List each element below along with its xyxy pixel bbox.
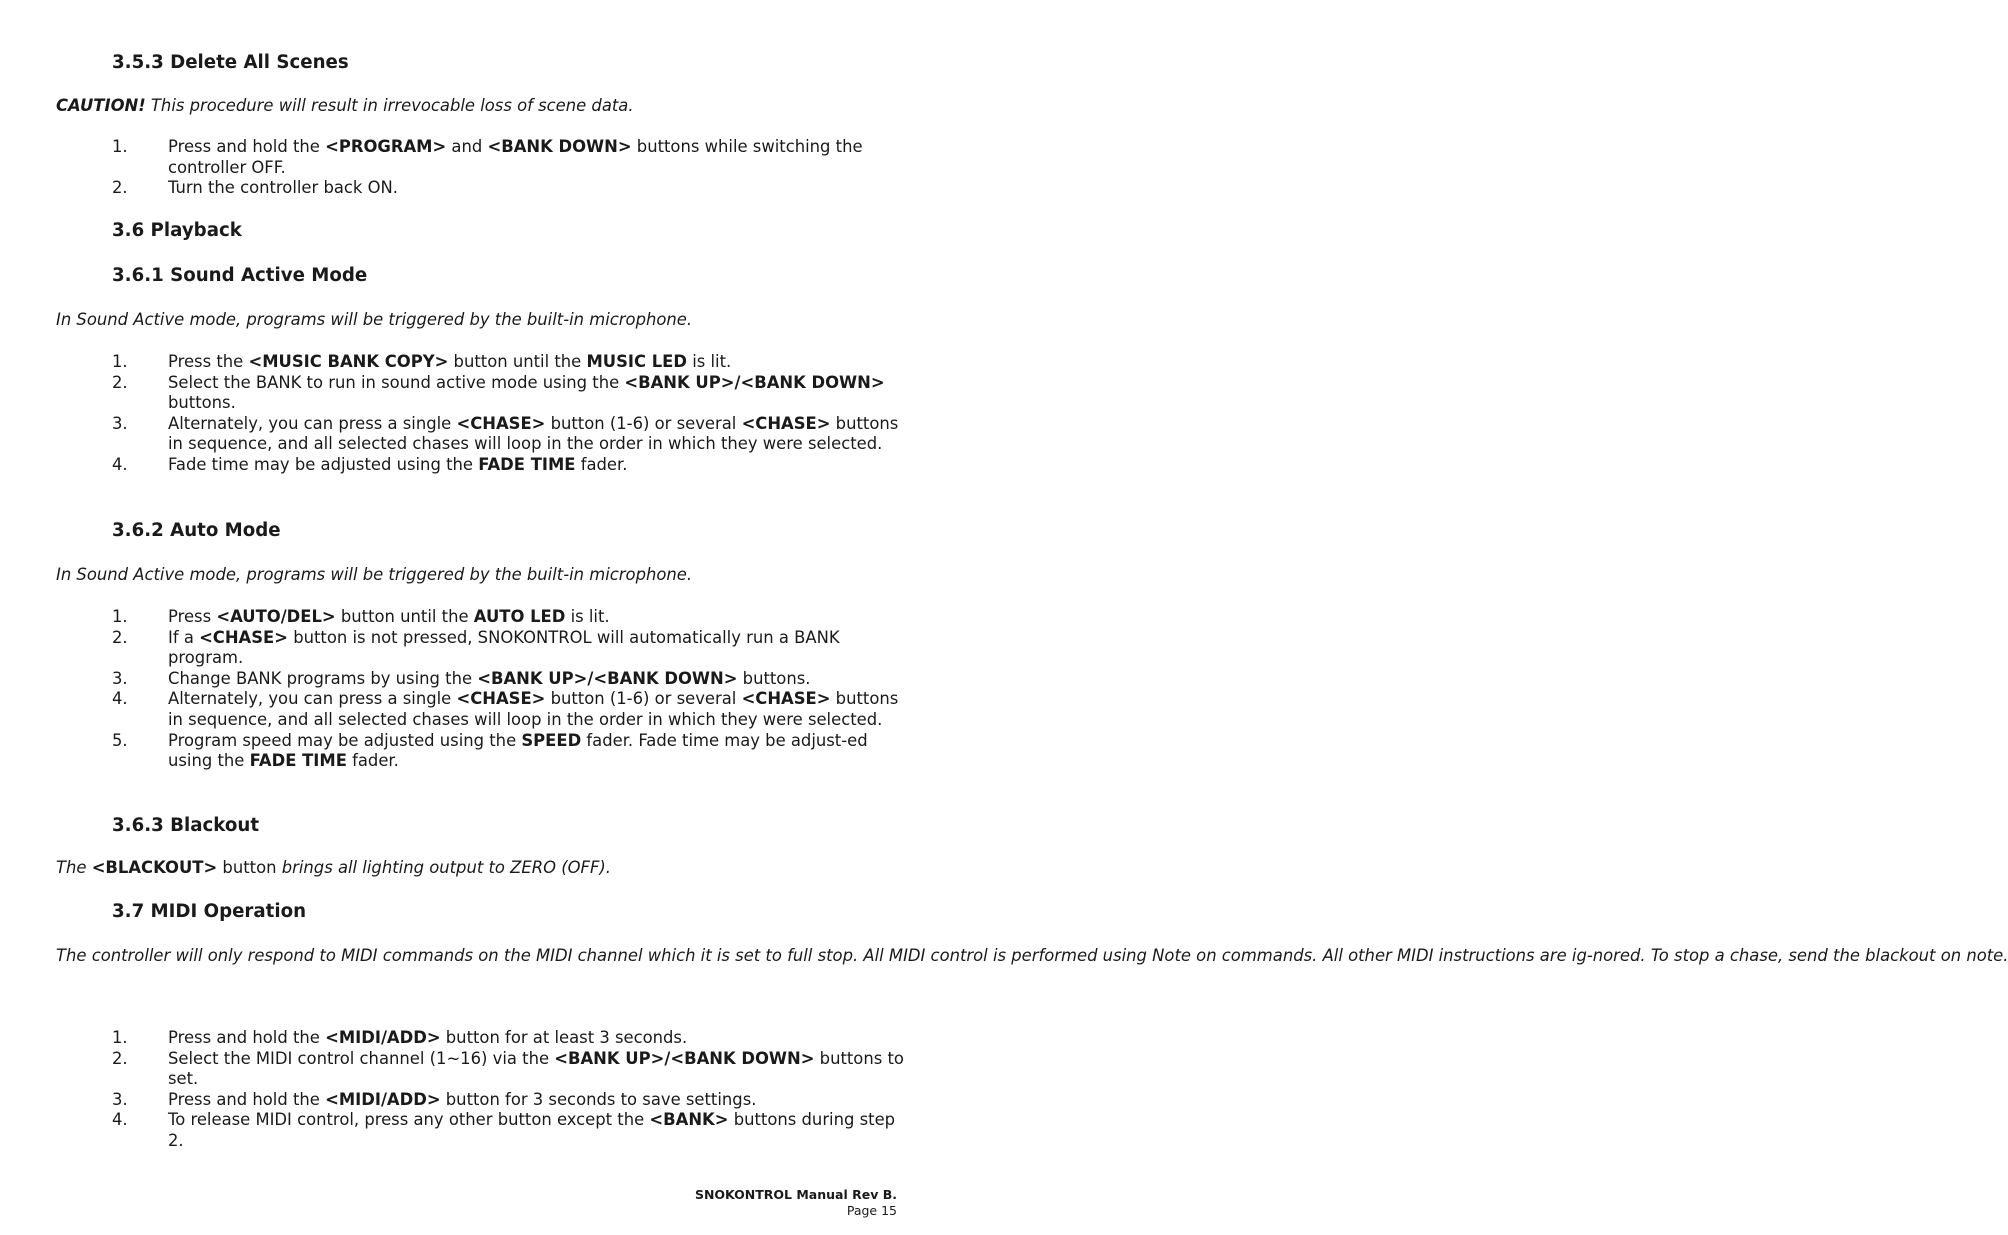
section-heading-3-6-2: 3.6.2 Auto Mode (112, 520, 281, 541)
text-run: buttons while switching the controller OFF. (168, 137, 863, 177)
bold-term: <BLACKOUT> (91, 858, 218, 877)
text-run: Press and hold the (168, 1089, 326, 1109)
sound-active-steps (0, 352, 908, 476)
bold-term: MUSIC LED (586, 352, 687, 371)
text-run: button (217, 858, 277, 877)
text-run: is lit. (686, 352, 732, 371)
text-run: buttons in sequence, and all selected chases will loop in the order in which they were selected. (168, 413, 899, 454)
text-run: Change BANK programs by using the (168, 668, 478, 688)
bold-term: FADE TIME (478, 454, 576, 474)
bold-term: <CHASE> (456, 689, 546, 709)
list-item-text (168, 352, 731, 371)
text-run: Select the BANK to run in sound active mode using the (168, 372, 625, 392)
bold-term: <CHASE> (456, 413, 546, 433)
midi-steps (0, 1028, 908, 1152)
text-run: buttons. (737, 668, 811, 688)
section-heading-3-6: 3.6 Playback (112, 220, 242, 241)
text-run: button (1-6) or several (545, 413, 742, 433)
bold-term: <BANK DOWN> (487, 137, 632, 156)
bold-term: <CHASE> (741, 689, 831, 709)
bold-term: <AUTO/DEL> (216, 607, 336, 626)
list-item (0, 689, 908, 730)
section-heading-3-6-1: 3.6.1 Sound Active Mode (112, 265, 368, 286)
text-run: button for at least 3 seconds. (440, 1028, 688, 1047)
text-run: fader. (575, 454, 628, 474)
text-run: button until the (335, 607, 474, 626)
list-item-text (168, 669, 810, 688)
bold-term: <BANK UP>/<BANK DOWN> (477, 668, 738, 688)
text-run: Select the MIDI control channel (1~16) via the (168, 1048, 555, 1068)
bold-term: <BANK UP>/<BANK DOWN> (554, 1048, 815, 1068)
text-run: Fade time may be adjusted using the (168, 454, 479, 474)
text-run: buttons. (168, 393, 236, 413)
section-heading-3-6-3: 3.6.3 Blackout (112, 815, 260, 836)
text-run: The (56, 858, 92, 877)
text-run: brings all lighting output to ZERO (OFF). (276, 858, 611, 877)
list-item-text (168, 689, 898, 729)
bold-term: <BANK> (649, 1110, 729, 1130)
text-run: Alternately, you can press a single (168, 689, 457, 709)
text-run: fader. (346, 751, 399, 771)
bold-term: <MIDI/ADD> (325, 1089, 441, 1109)
bold-term: AUTO LED (473, 607, 566, 626)
text-run: button (1-6) or several (545, 689, 742, 709)
list-item (0, 1049, 908, 1090)
text-run: The controller will only respond to MIDI commands on the MIDI channel which it is set to full stop. All MIDI control is performed using Note on commands. All other MIDI instructions are ig-nored. To stop a chase, send the blackout on note. (56, 946, 2008, 965)
text-run: fader. Fade time may be adjust-ed using the (168, 730, 868, 771)
list-item (0, 607, 908, 628)
bold-term: <MUSIC BANK COPY> (248, 352, 449, 371)
footer-title: SNOKONTROL Manual Rev B. (694, 1187, 897, 1202)
blackout-paragraph (56, 858, 611, 879)
list-item-text (168, 455, 627, 474)
list-item (0, 373, 908, 414)
list-item (0, 628, 908, 669)
list-item (0, 352, 908, 373)
list-item-number: 4. (112, 454, 128, 474)
list-item-text (168, 731, 868, 771)
text-run: button for 3 seconds to save settings. (440, 1089, 757, 1109)
text-run: Turn the controller back ON. (168, 178, 399, 198)
text-run: This procedure will result in irrevocable loss of scene data. (145, 96, 634, 115)
bold-term: <PROGRAM> (325, 137, 447, 156)
sound-active-intro (56, 310, 692, 331)
text-run: Press and hold the (168, 137, 326, 156)
text-run: Alternately, you can press a single (168, 413, 457, 433)
text-run: Press and hold the (168, 1028, 326, 1047)
bold-term: FADE TIME (249, 751, 347, 771)
list-item-text (168, 178, 398, 197)
list-item-number: 5. (112, 730, 128, 750)
list-item (0, 414, 908, 455)
caution-paragraph (56, 96, 634, 117)
text-run: Press the (168, 352, 249, 371)
page-footer (695, 1187, 897, 1219)
list-item (0, 137, 908, 178)
list-item-number: 2. (112, 178, 128, 198)
text-run: Program speed may be adjusted using the (168, 730, 522, 750)
list-item (0, 1028, 908, 1049)
list-item-text (168, 628, 840, 668)
list-item-text (168, 1028, 687, 1047)
list-item-number: 1. (112, 1028, 128, 1047)
bold-term: <MIDI/ADD> (325, 1028, 441, 1047)
text-run: and (446, 137, 488, 156)
list-item (0, 178, 908, 199)
text-run: button is not pressed, SNOKONTROL will automatically run a BANK program. (168, 627, 840, 668)
text-run: If a (168, 627, 200, 647)
list-item-number: 3. (112, 1089, 128, 1109)
section-heading-3-5-3: 3.5.3 Delete All Scenes (112, 52, 349, 73)
text-run: button until the (448, 352, 587, 371)
list-item-number: 3. (112, 668, 128, 688)
bold-term: SPEED (521, 730, 582, 750)
list-item (0, 669, 908, 690)
list-item (0, 455, 908, 476)
text-run: is lit. (565, 607, 610, 626)
auto-mode-intro (56, 565, 692, 586)
list-item (0, 1090, 908, 1111)
list-item-number: 1. (112, 607, 128, 626)
text-run: buttons in sequence, and all selected chases will loop in the order in which they were selected. (168, 689, 899, 729)
list-item-text (168, 1090, 756, 1109)
text-run: To release MIDI control, press any other button except the (168, 1110, 650, 1130)
list-item-text (168, 1049, 904, 1089)
section-heading-3-7: 3.7 MIDI Operation (112, 901, 307, 922)
footer-page-number: Page 15 (846, 1203, 897, 1218)
list-item-number: 2. (112, 372, 128, 392)
list-item-number: 1. (112, 352, 128, 371)
list-item-number: 1. (112, 137, 128, 156)
text-run: buttons during step 2. (168, 1110, 896, 1150)
list-item-number: 3. (112, 413, 128, 433)
text-run: Press (168, 607, 217, 626)
list-item-number: 2. (112, 627, 128, 647)
list-item-text (168, 373, 885, 413)
bold-term: <CHASE> (741, 413, 831, 433)
bold-term: <BANK UP>/<BANK DOWN> (624, 372, 885, 392)
list-item-text (168, 1110, 895, 1150)
list-item-text (168, 414, 898, 454)
list-item-text (168, 137, 863, 177)
bold-term: <CHASE> (199, 627, 288, 647)
delete-scenes-steps (0, 137, 908, 199)
list-item-number: 4. (112, 1110, 128, 1130)
bold-term: CAUTION! (56, 96, 146, 115)
text-run: In Sound Active mode, programs will be triggered by the built-in microphone. (56, 310, 693, 329)
list-item-number: 4. (112, 689, 128, 709)
text-run: In Sound Active mode, programs will be triggered by the built-in microphone. (56, 565, 693, 584)
text-run: buttons to set. (168, 1048, 904, 1089)
list-item (0, 731, 908, 772)
auto-mode-steps (0, 607, 908, 772)
list-item-text (168, 607, 610, 626)
midi-intro (56, 946, 2008, 967)
list-item (0, 1110, 908, 1151)
list-item-number: 2. (112, 1048, 128, 1068)
